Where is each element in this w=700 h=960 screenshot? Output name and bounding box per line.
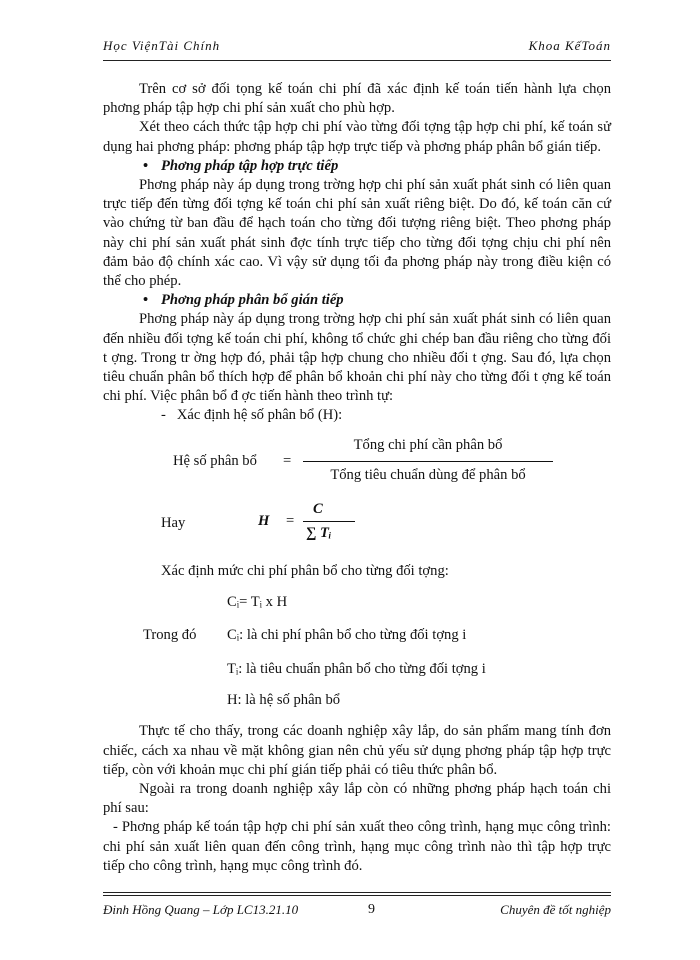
header-left: Học ViệnTài Chính [103,38,221,53]
bullet-icon: • [143,157,149,174]
page-number: 9 [368,902,375,917]
calc-formula: Cᵢ= Tᵢ x H [227,593,288,610]
paragraph-3: Phơng pháp này áp dụng trong trờng hợp chi phí sản xuất phát sinh có liên quan trực tiếp đến từng đối tợng kế toán chi phí sản xuất riêng biệt. Do đó, kế toán căn cứ vào chứng từ ban đầu để hạch toán cho từng đối tượng riêng biệt. Theo phơng pháp này chi phí sản xuất phát sinh đợc tính trực tiếp cho từng đối tợng chịu chi phí nên đảm bảo độ chính xác cao. Vì vậy sử dụng tối đa phơng pháp này trong điều kiện có thể cho phép. [103,177,611,290]
paragraph-5: Thực tế cho thấy, trong các doanh nghiệp xây lắp, do sản phẩm mang tính đơn chiếc, cách xa nhau về mặt không gian nên chủ yếu sử dụng phơng pháp tập hợp trực tiếp, còn với khoản mục chi phí gián tiếp phải có tiêu thức phân bổ. [103,723,611,778]
formula-h-denominator: ∑ Tᵢ [306,524,332,541]
definition-t: Tᵢ: là tiêu chuẩn phân bổ cho từng đối tợng i [227,661,486,678]
fraction-bar [303,461,553,462]
formula-equals: = [283,452,292,469]
formula-h-equals: = [286,512,295,529]
footer-title: Chuyên đề tốt nghiệp [500,902,611,917]
footer-rule-1 [103,892,611,893]
paragraph-6: Ngoài ra trong doanh nghiệp xây lắp còn có những phơng pháp hạch toán chi phí sau: [103,781,611,817]
formula-h-label: Hay [161,514,186,531]
footer-author: Đinh Hồng Quang – Lớp LC13.21.10 [103,902,299,917]
where-row [103,626,611,652]
definition-c: Cᵢ: là chi phí phân bổ cho từng đối tợng i [227,627,467,644]
formula-h-numerator: C [313,500,323,517]
paragraph-4: Phơng pháp này áp dụng trong trờng hợp chi phí sản xuất phát sinh có liên quan đến nhiều đối tợng kế toán chi phí, không tổ chức ghi chép ban đầu riêng cho từng đối t ợng. Trong tr ờng hợp đó, phải tập hợp chung cho nhiều đối t ợng. Sau đó, lựa chọn tiêu chuẩn phân bổ thích hợp để phân bổ khoản chi phí này cho từng đối t ợng kế toán chi phí. Việc phân bổ đ ợc tiến hành theo trình tự: [103,311,611,405]
dash-item-text: Xác định hệ số phân bổ (H): [176,407,343,424]
bullet-direct [103,157,611,176]
paragraph-2: Xét theo cách thức tập hợp chi phí vào từng đối tợng tập hợp chi phí, kế toán sử dụng hai phơng pháp: phơng pháp tập hợp trực tiếp và phơng pháp phân bổ gián tiếp. [103,119,611,155]
paragraph-7: - Phơng pháp kế toán tập hợp chi phí sản xuất theo công trình, hạng mục công trình: chi phí sản xuất liên quan đến công trình, hạng mục công trình nào thì tập hợp trực tiếp cho công trình, hạng mục công trình đó. [103,819,611,874]
dash-item: - Xác định hệ số phân bổ (H): [161,407,343,424]
header-right: Khoa KếToán [528,38,611,53]
definition-h: H: là hệ số phân bổ [227,692,341,709]
fraction-bar [303,521,355,522]
bullet-indirect-text: Phơng pháp phân bổ gián tiếp [161,292,344,309]
bullet-indirect [103,291,611,310]
formula-label: Hệ số phân bổ [173,452,257,469]
header-rule [103,60,611,61]
formula-numerator: Tổng chi phí cần phân bổ [353,436,503,453]
bullet-icon: • [143,292,149,309]
footer-rule-2 [103,895,611,896]
formula-h-variable: H [258,512,270,529]
page-body [103,80,611,876]
formula-denominator: Tổng tiêu chuẩn dùng để phân bổ [330,466,526,483]
formula-coefficient [103,436,611,496]
where-label: Trong đó [143,627,197,644]
bullet-direct-text: Phơng pháp tập hợp trực tiếp [161,157,339,174]
formula-h [103,502,611,552]
calc-intro: Xác định mức chi phí phân bổ cho từng đối tợng: [161,562,449,579]
paragraph-1: Trên cơ sở đối tọng kế toán chi phí đã xác định kế toán tiến hành lựa chọn phơng pháp tập hợp chi phí sản xuất cho phù hợp. [103,81,611,117]
